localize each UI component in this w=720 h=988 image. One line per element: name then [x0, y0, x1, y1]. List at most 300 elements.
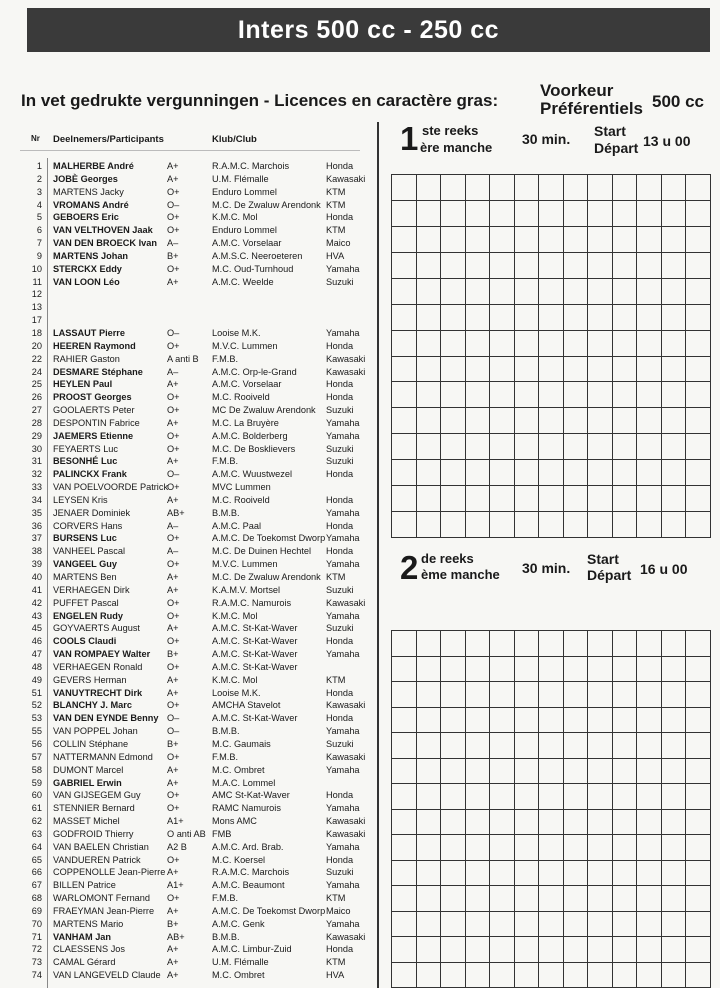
grid-cell: [466, 201, 491, 227]
row-number: 59: [31, 777, 42, 788]
grid-cell: [539, 708, 564, 734]
grid-cell: [441, 408, 466, 434]
club-name: F.M.B.: [212, 456, 239, 467]
participant-name: VAN LANGEVELD Claude: [53, 970, 161, 981]
licence-code: A2 B: [167, 841, 187, 852]
motorcycle-make: Honda: [326, 546, 354, 557]
grid-cell: [588, 912, 613, 938]
grid-cell: [662, 253, 687, 279]
grid-cell: [686, 201, 711, 227]
participant-name: GOYVAERTS August: [53, 623, 140, 634]
motorcycle-make: KTM: [326, 572, 346, 582]
motorcycle-make: Honda: [326, 212, 354, 223]
series-2-label-nl: de reeks: [421, 551, 474, 566]
table-row: [0, 327, 370, 340]
grid-cell: [392, 305, 417, 331]
motorcycle-make: KTM: [326, 199, 346, 210]
motorcycle-make: KTM: [326, 186, 346, 197]
grid-cell: [392, 912, 417, 938]
licence-code: B+: [167, 250, 179, 261]
grid-cell: [392, 331, 417, 357]
grid-cell: [564, 682, 589, 708]
grid-cell: [515, 434, 540, 460]
grid-cell: [686, 408, 711, 434]
licence-code: O+: [167, 443, 180, 454]
motorcycle-make: Honda: [326, 520, 354, 531]
participant-name: DUMONT Marcel: [53, 764, 124, 775]
grid-cell: [564, 708, 589, 734]
table-row: [0, 391, 370, 404]
table-row: [0, 738, 370, 751]
motorcycle-make: KTM: [326, 893, 346, 904]
grid-cell: [392, 861, 417, 887]
motorcycle-make: Suzuki: [326, 405, 354, 416]
club-name: F.M.B.: [212, 893, 239, 904]
grid-cell: [662, 512, 687, 538]
licence-code: O+: [167, 430, 180, 441]
grid-cell: [515, 912, 540, 938]
motorcycle-make: Kawasaki: [326, 751, 366, 762]
participant-name: VAN DEN EYNDE Benny: [53, 713, 159, 724]
grid-cell: [662, 460, 687, 486]
participant-name: DESPONTIN Fabrice: [53, 417, 140, 428]
grid-cell: [662, 486, 687, 512]
motorcycle-make: Yamaha: [326, 880, 360, 891]
licence-code: O+: [167, 559, 180, 570]
participant-name: COPPENOLLE Jean-Pierre: [53, 867, 166, 878]
grid-cell: [662, 305, 687, 331]
licence-code: A+: [167, 494, 179, 505]
grid-cell: [686, 357, 711, 383]
table-row: [0, 879, 370, 892]
licence-code: B+: [167, 738, 179, 749]
grid-cell: [564, 733, 589, 759]
participant-name: GEVERS Herman: [53, 674, 127, 685]
preferential-fr: Préférentiels: [540, 99, 643, 118]
grid-cell: [564, 434, 589, 460]
licence-code: O+: [167, 392, 180, 403]
grid-cell: [588, 759, 613, 785]
grid-cell: [686, 382, 711, 408]
grid-cell: [588, 682, 613, 708]
grid-cell: [613, 460, 638, 486]
table-row: [0, 931, 370, 944]
participant-name: BURSENS Luc: [53, 533, 117, 544]
grid-cell: [588, 382, 613, 408]
grid-cell: [466, 305, 491, 331]
grid-cell: [637, 331, 662, 357]
grid-cell: [637, 253, 662, 279]
participant-name: GEBOERS Eric: [53, 212, 119, 223]
grid-cell: [539, 835, 564, 861]
participant-name: HEYLEN Paul: [53, 379, 113, 390]
licence-code: A+: [167, 379, 179, 390]
grid-cell: [417, 279, 442, 305]
row-number: 73: [31, 957, 42, 968]
licence-code: A–: [167, 520, 179, 531]
club-name: B.M.B.: [212, 507, 240, 518]
grid-cell: [515, 657, 540, 683]
grid-cell: [539, 682, 564, 708]
grid-cell: [441, 253, 466, 279]
grid-cell: [490, 937, 515, 963]
participant-name: VANUYTRECHT Dirk: [53, 687, 143, 698]
row-number: 2: [36, 173, 42, 184]
row-number: 69: [31, 905, 42, 916]
grid-cell: [490, 759, 515, 785]
grid-cell: [417, 486, 442, 512]
table-row: [0, 224, 370, 237]
row-number: 53: [31, 713, 42, 724]
grid-cell: [417, 963, 442, 988]
participant-list: [0, 160, 370, 982]
grid-cell: [613, 331, 638, 357]
grid-cell: [515, 886, 540, 912]
series-1-label-fr: ère manche: [420, 140, 493, 155]
grid-cell: [637, 963, 662, 988]
grid-cell: [417, 759, 442, 785]
club-name: R.A.M.C. Namurois: [212, 597, 292, 608]
row-number: 6: [36, 225, 42, 236]
row-number: 74: [31, 970, 42, 981]
series-2-number: 2: [400, 549, 419, 586]
club-name: Looise M.K.: [212, 687, 261, 698]
participant-name: NATTERMANN Edmond: [53, 751, 153, 762]
participant-name: VAN BAELEN Christian: [53, 841, 149, 852]
series-1-start-fr: Départ: [594, 140, 639, 156]
grid-cell: [564, 963, 589, 988]
grid-cell: [539, 382, 564, 408]
grid-cell: [686, 963, 711, 988]
grid-cell: [564, 937, 589, 963]
table-row: [0, 481, 370, 494]
grid-cell: [466, 408, 491, 434]
grid-cell: [637, 408, 662, 434]
row-number: 13: [31, 302, 42, 313]
club-name: B.M.B.: [212, 931, 240, 942]
grid-cell: [490, 784, 515, 810]
participant-name: CLAESSENS Jos: [53, 944, 125, 955]
grid-cell: [564, 305, 589, 331]
motorcycle-make: Suzuki: [326, 584, 354, 595]
club-name: M.C. Rooiveld: [212, 494, 270, 505]
row-number: 32: [31, 469, 42, 480]
grid-cell: [441, 460, 466, 486]
series-2-duration: 30 min.: [522, 560, 571, 576]
grid-cell: [613, 382, 638, 408]
club-name: A.M.C. St-Kat-Waver: [212, 636, 298, 647]
motorcycle-make: HVA: [326, 970, 345, 981]
grid-cell: [637, 279, 662, 305]
grid-cell: [564, 759, 589, 785]
row-number: 20: [31, 340, 42, 351]
series-2-time: 16 u 00: [640, 561, 688, 577]
grid-cell: [588, 657, 613, 683]
row-number: 65: [31, 854, 42, 865]
motorcycle-make: Kawasaki: [326, 353, 366, 364]
grid-cell: [686, 810, 711, 836]
motorcycle-make: Yamaha: [326, 764, 360, 775]
motorcycle-make: Yamaha: [326, 610, 360, 621]
club-name: A.M.C. Weelde: [212, 276, 274, 287]
club-name: R.A.M.C. Marchois: [212, 867, 290, 878]
motorcycle-make: Suzuki: [326, 623, 354, 634]
grid-cell: [466, 708, 491, 734]
grid-cell: [466, 784, 491, 810]
grid-cell: [539, 963, 564, 988]
motorcycle-make: Kawasaki: [326, 700, 366, 711]
grid-cell: [637, 733, 662, 759]
licence-code: O–: [167, 726, 180, 737]
grid-cell: [417, 886, 442, 912]
grid-cell: [637, 201, 662, 227]
grid-cell: [686, 784, 711, 810]
grid-cell: [490, 861, 515, 887]
table-row: [0, 854, 370, 867]
row-number: 58: [31, 764, 42, 775]
club-name: MC De Zwaluw Arendonk: [212, 405, 316, 416]
grid-cell: [588, 305, 613, 331]
participant-name: BILLEN Patrice: [53, 880, 116, 891]
grid-cell: [588, 175, 613, 201]
motorcycle-make: Suzuki: [326, 738, 354, 749]
participant-name: VANHEEL Pascal: [53, 546, 125, 557]
licence-code: A+: [167, 970, 179, 981]
grid-cell: [392, 631, 417, 657]
licence-code: O–: [167, 713, 180, 724]
club-name: U.M. Flémalle: [212, 957, 269, 968]
grid-cell: [662, 963, 687, 988]
grid-cell: [466, 331, 491, 357]
grid-cell: [637, 460, 662, 486]
grid-cell: [637, 486, 662, 512]
preferential-class: 500 cc: [652, 92, 704, 111]
grid-cell: [613, 759, 638, 785]
grid-cell: [441, 912, 466, 938]
table-row: [0, 828, 370, 841]
grid-cell: [564, 861, 589, 887]
licence-code: AB+: [167, 931, 185, 942]
table-row: [0, 635, 370, 648]
grid-cell: [686, 331, 711, 357]
licence-code: A+: [167, 456, 179, 467]
licence-code: A–: [167, 366, 179, 377]
grid-cell: [564, 657, 589, 683]
motorcycle-make: Honda: [326, 636, 354, 647]
participant-name: COOLS Claudi: [53, 636, 117, 647]
grid-cell: [613, 201, 638, 227]
club-name: F.M.B.: [212, 751, 239, 762]
table-row: [0, 892, 370, 905]
grid-cell: [613, 963, 638, 988]
participant-name: MARTENS Jacky: [53, 186, 124, 197]
grid-cell: [392, 175, 417, 201]
grid-cell: [637, 835, 662, 861]
grid-cell: [539, 305, 564, 331]
motorcycle-make: Honda: [326, 161, 354, 171]
row-number: 7: [36, 238, 42, 249]
grid-cell: [686, 512, 711, 538]
grid-cell: [588, 733, 613, 759]
grid-cell: [392, 759, 417, 785]
club-name: AMC St-Kat-Waver: [212, 790, 290, 801]
grid-cell: [392, 784, 417, 810]
series-1-time: 13 u 00: [643, 133, 691, 149]
licence-code: O–: [167, 199, 180, 210]
participant-name: FEYAERTS Luc: [53, 443, 119, 454]
row-number: 36: [31, 520, 42, 531]
table-row: [0, 160, 370, 173]
table-row: [0, 443, 370, 456]
grid-cell: [490, 279, 515, 305]
table-row: [0, 173, 370, 186]
participant-name: VAN LOON Léo: [53, 276, 120, 287]
row-number: 29: [31, 430, 42, 441]
grid-cell: [662, 682, 687, 708]
motorcycle-make: Suzuki: [326, 276, 354, 287]
motorcycle-make: Yamaha: [326, 726, 360, 737]
row-number: 4: [36, 199, 42, 210]
participant-name: VAN VELTHOVEN Jaak: [53, 225, 153, 236]
motorcycle-make: Yamaha: [326, 841, 360, 852]
grid-cell: [539, 201, 564, 227]
grid-cell: [662, 434, 687, 460]
grid-cell: [613, 631, 638, 657]
licence-code: O+: [167, 790, 180, 801]
grid-cell: [466, 434, 491, 460]
participant-name: RAHIER Gaston: [53, 353, 120, 364]
grid-cell: [662, 759, 687, 785]
grid-cell: [686, 733, 711, 759]
motorcycle-make: KTM: [326, 225, 346, 236]
table-row: [0, 520, 370, 533]
grid-cell: [686, 253, 711, 279]
grid-cell: [613, 886, 638, 912]
club-name: A.M.C. Limbur-Zuid: [212, 944, 292, 955]
grid-cell: [686, 227, 711, 253]
licence-code: O–: [167, 469, 180, 480]
grid-cell: [466, 886, 491, 912]
grid-cell: [637, 512, 662, 538]
row-number: 43: [31, 610, 42, 621]
grid-cell: [466, 682, 491, 708]
grid-cell: [637, 305, 662, 331]
grid-cell: [417, 512, 442, 538]
participant-name: JOBÈ Georges: [53, 173, 118, 184]
grid-cell: [490, 631, 515, 657]
club-name: A.M.C. Vorselaar: [212, 379, 282, 390]
club-name: F.M.B.: [212, 353, 239, 364]
grid-cell: [539, 784, 564, 810]
club-name: FMB: [212, 828, 232, 839]
grid-cell: [686, 631, 711, 657]
grid-cell: [441, 835, 466, 861]
grid-cell: [515, 835, 540, 861]
grid-cell: [662, 657, 687, 683]
licence-code: A+: [167, 905, 179, 916]
grid-cell: [490, 963, 515, 988]
licence-code: A+: [167, 417, 179, 428]
grid-cell: [392, 963, 417, 988]
column-header-number: Nr: [31, 134, 40, 143]
grid-cell: [686, 912, 711, 938]
row-number: 57: [31, 751, 42, 762]
row-number: 49: [31, 674, 42, 685]
row-number: 71: [31, 931, 42, 942]
participant-name: GODFROID Thierry: [53, 828, 134, 839]
club-name: A.M.C. St-Kat-Waver: [212, 661, 298, 672]
club-name: K.M.C. Mol: [212, 674, 258, 685]
row-number: 9: [36, 250, 42, 261]
table-row: [0, 532, 370, 545]
participant-name: VAN POELVOORDE Patrick: [53, 482, 169, 493]
grid-cell: [466, 657, 491, 683]
grid-cell: [564, 331, 589, 357]
grid-cell: [588, 886, 613, 912]
grid-cell: [637, 382, 662, 408]
licence-code: A+: [167, 161, 179, 171]
grid-cell: [515, 708, 540, 734]
participant-name: LEYSEN Kris: [53, 494, 108, 505]
grid-cell: [564, 512, 589, 538]
licence-code: A anti B: [167, 353, 199, 364]
grid-cell: [392, 682, 417, 708]
grid-cell: [637, 759, 662, 785]
grid-cell: [466, 382, 491, 408]
motorcycle-make: Honda: [326, 392, 354, 403]
participant-name: PALINCKX Frank: [53, 469, 127, 480]
grid-cell: [686, 486, 711, 512]
grid-cell: [392, 486, 417, 512]
grid-cell: [613, 408, 638, 434]
table-row: [0, 494, 370, 507]
grid-cell: [564, 835, 589, 861]
club-name: M.A.C. Lommel: [212, 777, 276, 788]
participant-name: VANGEEL Guy: [53, 559, 117, 570]
grid-cell: [662, 227, 687, 253]
grid-cell: [441, 201, 466, 227]
grid-cell: [613, 227, 638, 253]
licence-code: A1+: [167, 880, 184, 891]
grid-cell: [392, 434, 417, 460]
participant-name: VANHAM Jan: [53, 931, 112, 942]
grid-cell: [466, 733, 491, 759]
row-number: 72: [31, 944, 42, 955]
club-name: K.A.M.V. Mortsel: [212, 584, 281, 595]
club-name: A.M.C. St-Kat-Waver: [212, 713, 298, 724]
row-number: 64: [31, 841, 42, 852]
licence-code: O+: [167, 803, 180, 814]
grid-cell: [490, 253, 515, 279]
table-row: [0, 250, 370, 263]
grid-cell: [588, 861, 613, 887]
club-name: A.M.C. Beaumont: [212, 880, 285, 891]
motorcycle-make: Yamaha: [326, 417, 360, 428]
table-row: [0, 789, 370, 802]
grid-cell: [539, 937, 564, 963]
grid-cell: [490, 175, 515, 201]
grid-cell: [686, 835, 711, 861]
licence-code: O+: [167, 340, 180, 351]
grid-cell: [392, 512, 417, 538]
grid-cell: [588, 937, 613, 963]
grid-cell: [637, 357, 662, 383]
licence-code: A–: [167, 238, 179, 249]
grid-cell: [662, 810, 687, 836]
licence-code: B+: [167, 918, 179, 929]
grid-cell: [686, 937, 711, 963]
club-name: M.C. De Bosklievers: [212, 443, 296, 454]
